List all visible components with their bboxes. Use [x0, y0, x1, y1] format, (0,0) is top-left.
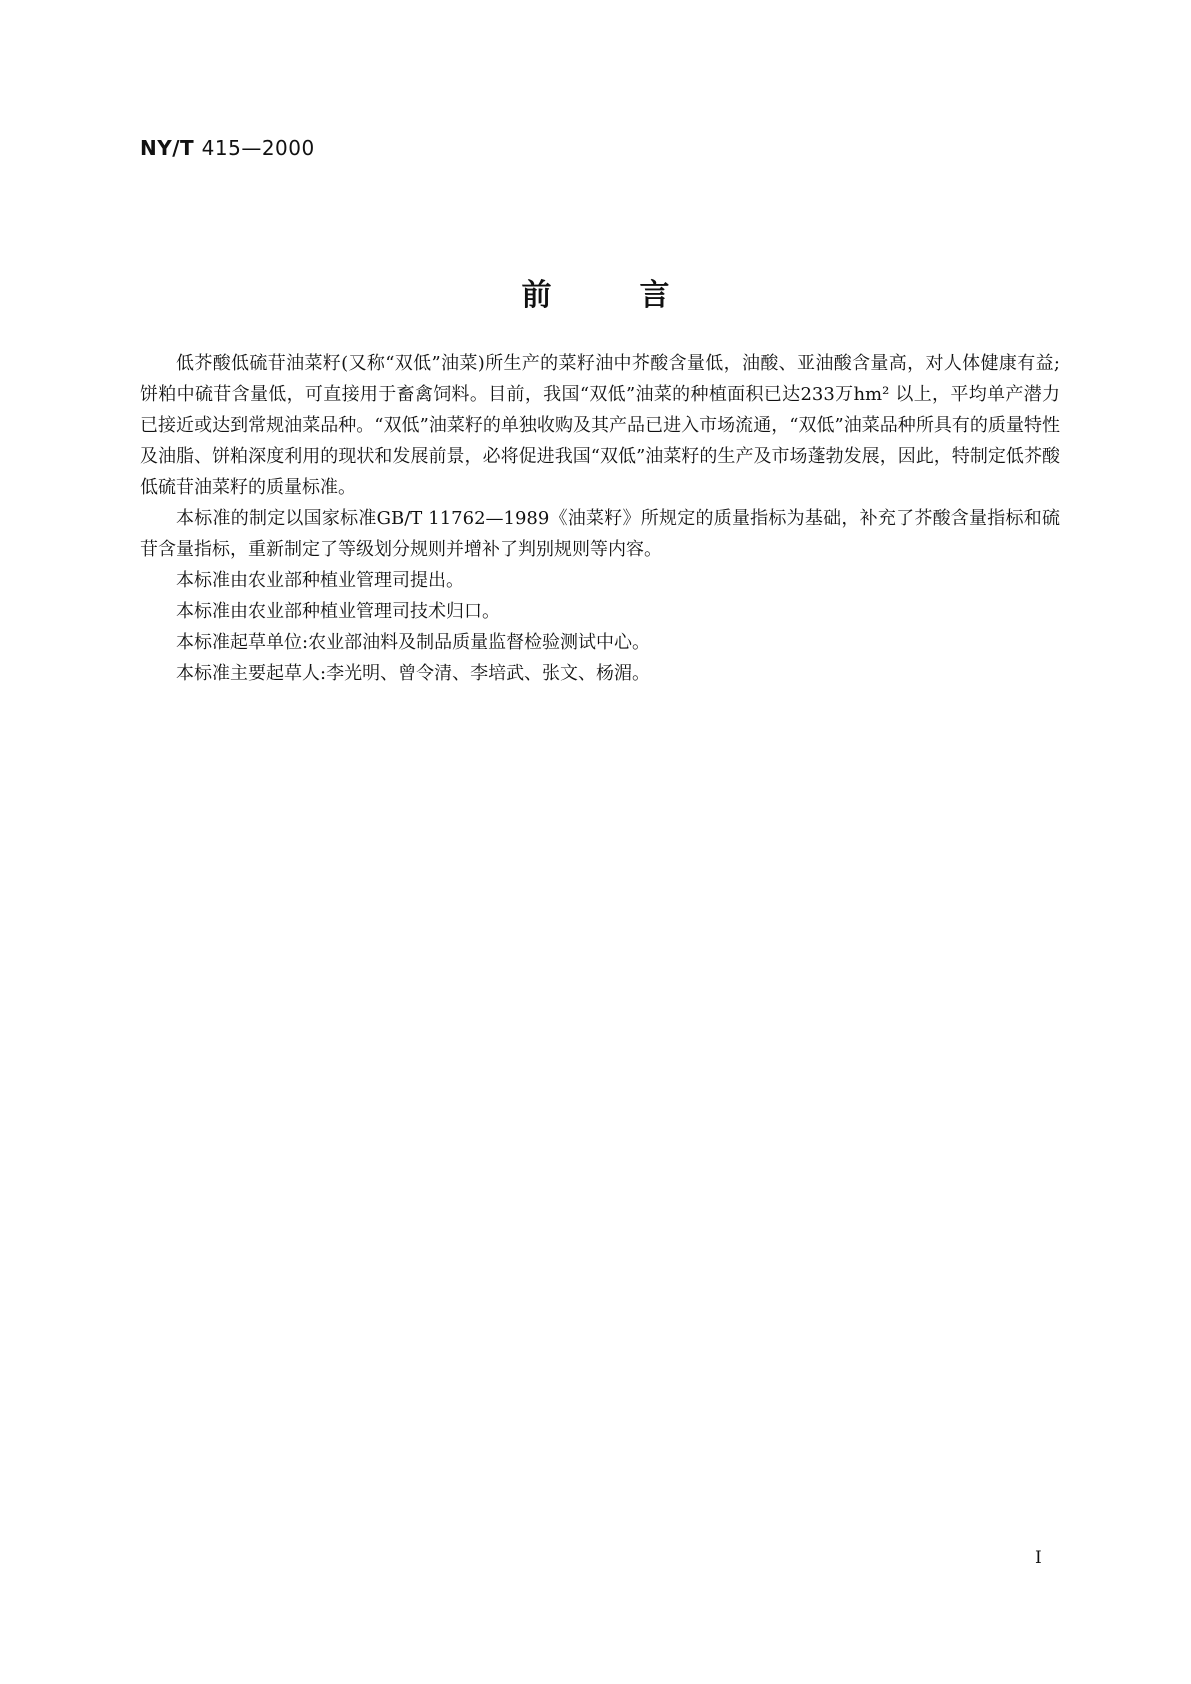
page-number: I: [1035, 1548, 1042, 1568]
standard-number: 415—2000: [201, 136, 315, 160]
foreword-body: [140, 348, 1060, 689]
document-header: [140, 136, 315, 160]
paragraph-basis: 本标准的制定以国家标准GB/T 11762—1989《油菜籽》所规定的质量指标为基础，补充了芥酸含量指标和硫苷含量指标，重新制定了等级划分规则并增补了判别规则等内容。: [140, 508, 1060, 560]
standard-prefix: NY/T: [140, 136, 195, 160]
paragraph-drafting-unit: 本标准起草单位:农业部油料及制品质量监督检验测试中心。: [176, 632, 651, 653]
paragraph-proposer: 本标准由农业部种植业管理司提出。: [176, 570, 464, 591]
paragraph-technical-authority: 本标准由农业部种植业管理司技术归口。: [176, 601, 500, 622]
page-title: 前言: [521, 278, 758, 313]
paragraph-intro: 低芥酸低硫苷油菜籽(又称“双低”油菜)所生产的菜籽油中芥酸含量低，油酸、亚油酸含量高，对人体健康有益;饼粕中硫苷含量低，可直接用于畜禽饲料。目前，我国“双低”油菜的种植面积已达233万hm² 以上，平均单产潜力已接近或达到常规油菜品种。“双低”油菜籽的单独收购及其产品已进入市场流通，“双低”油菜品种所具有的质量特性及油脂、饼粕深度利用的现状和发展前景，必将促进我国“双低”油菜籽的生产及市场蓬勃发展，因此，特制定低芥酸低硫苷油菜籽的质量标准。: [140, 353, 1060, 498]
paragraph-drafters: 本标准主要起草人:李光明、曾令清、李培武、张文、杨湄。: [176, 663, 651, 684]
